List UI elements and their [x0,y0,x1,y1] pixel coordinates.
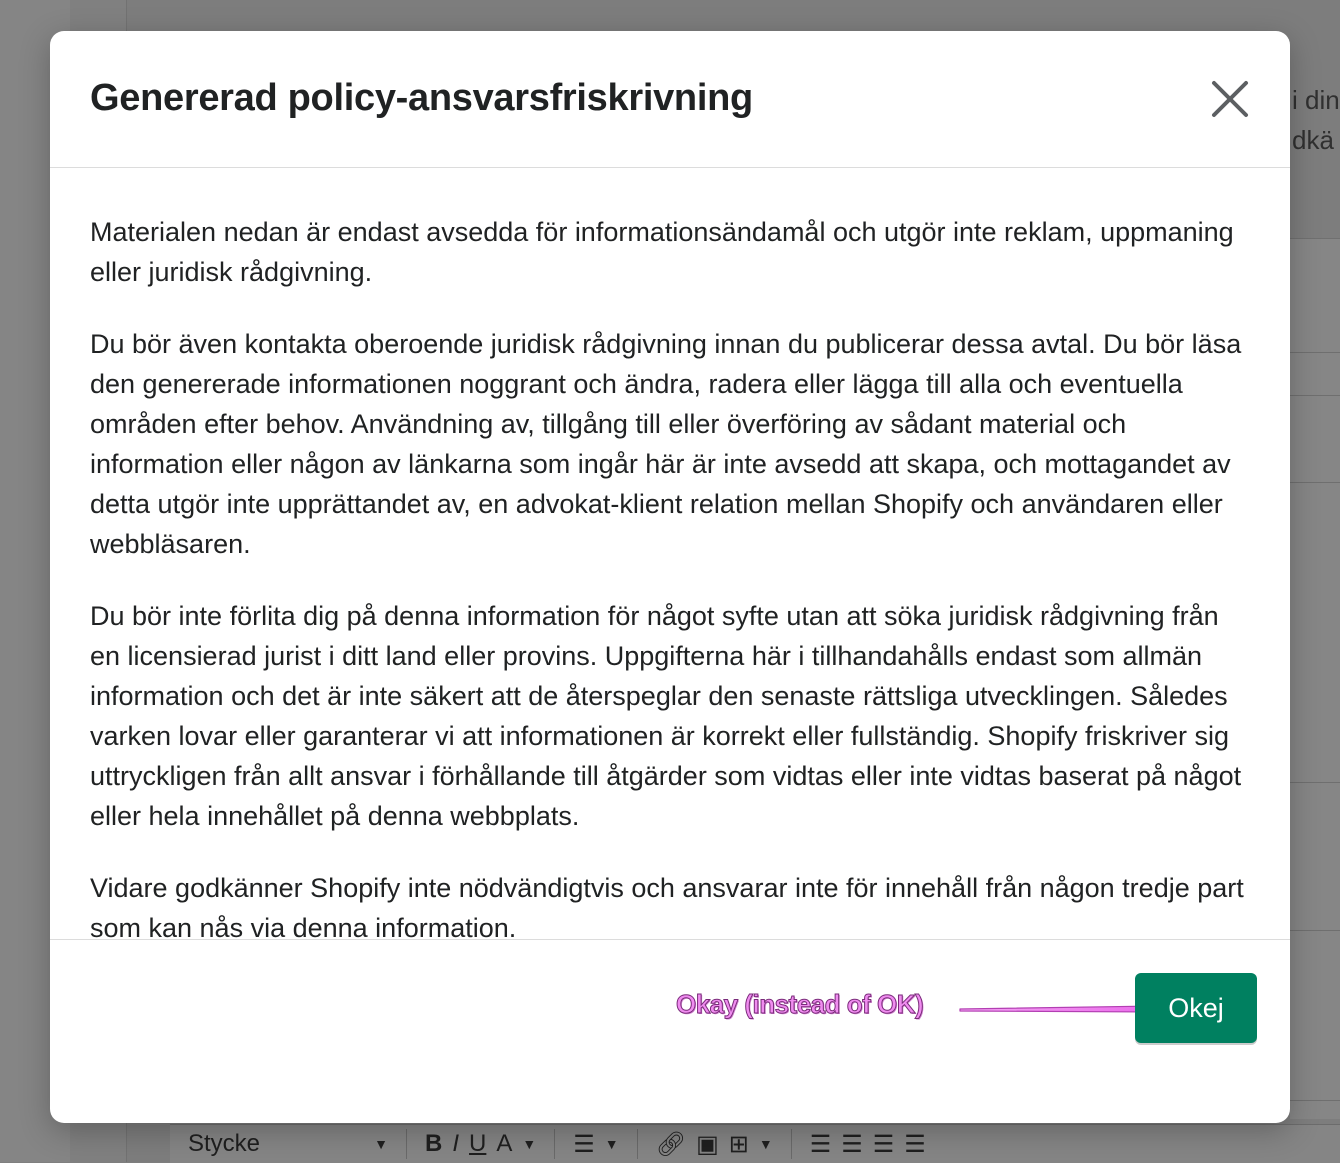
link-icon: 🔗︎ [655,1130,687,1158]
disclaimer-paragraph: Du bör även kontakta oberoende juridisk rådgivning innan du publicerar dessa avtal. Du bör läsa den genererade informationen noggrant och ändra, radera eller lägga till alla och eventuella områden efter behov. Användning av, tillgång till eller överföring av sådant material och information eller någon av länkarna som ingår här är inte avsedd att skapa, och mottagandet av detta utgör inte upprättandet av, en advokat-klient relation mellan Shopify och användaren eller webbläsaren. [90,329,1242,559]
bold-icon: B [425,1130,443,1157]
chevron-down-icon: ▼ [522,1136,537,1152]
policy-disclaimer-modal [50,31,1290,1123]
modal-header [50,31,1290,168]
toolbar-align-group [555,1129,637,1159]
table-icon: ⊞ [728,1130,749,1158]
background-text [1292,80,1340,160]
chevron-down-icon: ▼ [758,1136,773,1152]
modal-footer [50,940,1290,1123]
background-divider [1290,1100,1340,1101]
background-card [1290,238,1340,1119]
chevron-down-icon: ▼ [604,1136,619,1152]
close-icon [1208,77,1252,121]
background-divider [1290,482,1340,483]
disclaimer-paragraph: Du bör inte förlita dig på denna information för något syfte utan att söka juridisk rådgivning från en licensierad jurist i ditt land eller provins. Uppgifterna här i tillhandahålls endast som allmän information och det är inte säkert att de återspeglar den senaste rättsliga utvecklingen. Således varken lovar eller garanterar vi att informationen är korrekt eller fullständig. Shopify friskriver sig uttryckligen från allt ansvar i förhållande till åtgärder som vidtas eller inte vidtas baserat på något eller hela innehållet på denna webbplats. [90,601,1242,831]
outdent-icon: ☰ [872,1130,895,1158]
toolbar-format-group [407,1129,555,1159]
toolbar-style-label: Stycke [188,1130,261,1157]
indent-icon: ☰ [904,1130,926,1158]
disclaimer-paragraph: Materialen nedan är endast avsedda för informationsändamål och utgör inte reklam, uppmaning eller juridisk rådgivning. [90,217,1234,287]
toolbar-style-select [170,1129,407,1159]
toolbar-list-group [792,1129,944,1159]
modal-body [50,168,1290,943]
editor-toolbar [170,1124,1340,1163]
background-text-line: dkä [1292,125,1334,155]
annotation-label: Okay (instead of OK) [676,989,924,1019]
align-icon: ☰ [573,1130,595,1158]
italic-icon: I [452,1130,460,1157]
ok-button[interactable]: Okej [1135,973,1257,1043]
chevron-down-icon: ▼ [374,1136,388,1152]
disclaimer-paragraph: Vidare godkänner Shopify inte nödvändigtvis och ansvarar inte för innehåll från någon tredje part som kan nås via denna information. [90,873,1244,943]
text-color-icon: A [496,1130,513,1157]
underline-icon: U [469,1130,487,1157]
background-divider [1290,930,1340,931]
background-divider [1290,352,1340,353]
background-text-line: i din [1292,85,1340,115]
modal-title: Genererad policy-ansvarsfriskrivning [90,77,753,119]
image-icon: ▣ [696,1130,719,1158]
background-divider [1290,782,1340,783]
toolbar-insert-group [638,1129,792,1159]
bullet-list-icon: ☰ [809,1130,832,1158]
background-divider [1290,395,1340,396]
close-button[interactable] [1208,77,1252,121]
numbered-list-icon: ☰ [841,1130,863,1158]
